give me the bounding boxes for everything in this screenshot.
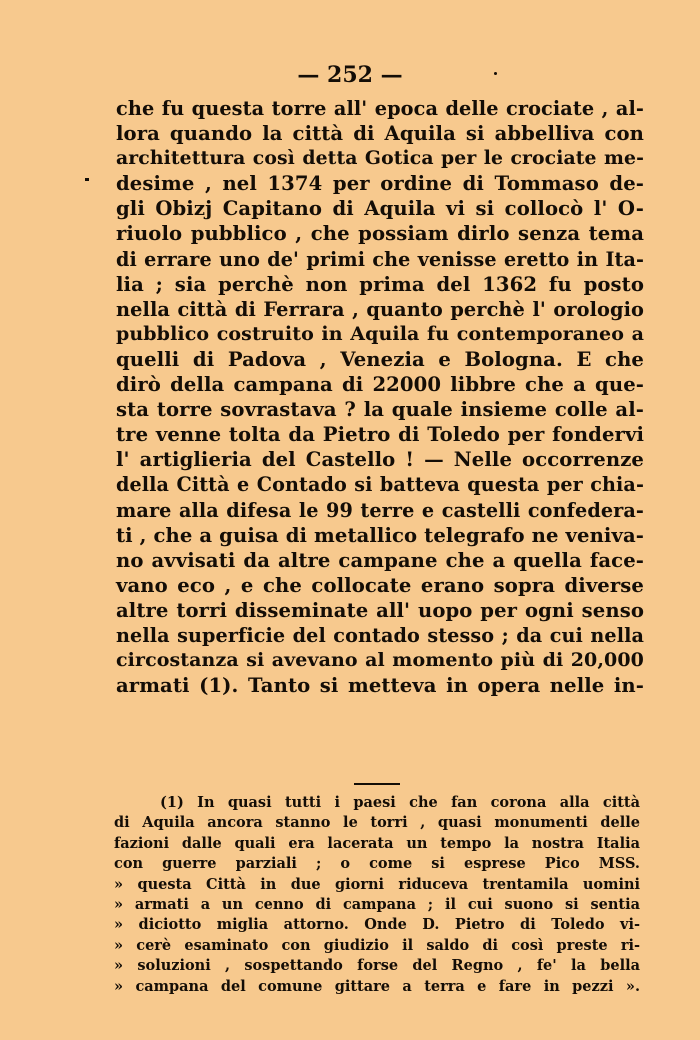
body-text <box>116 96 644 698</box>
text-line: quelli di Padova , Venezia e Bologna. E che <box>116 347 644 371</box>
footnote-line: » diciotto miglia attorno. Onde D. Pietro di Toledo vi- <box>114 916 640 934</box>
page-number: — 252 — <box>297 62 403 88</box>
text-line: lia ; sia perchè non prima del 1362 fu posto <box>116 272 644 296</box>
text-line: armati (1). Tanto si metteva in opera nelle in- <box>116 674 644 698</box>
text-line: nella superficie del contado stesso ; da cui nella <box>116 623 644 647</box>
text-line: pubblico costruito in Aquila fu contemporaneo a <box>116 322 644 345</box>
footnote-separator <box>354 783 400 785</box>
text-line: l' artiglieria del Castello ! — Nelle occorrenze <box>116 448 644 472</box>
footnote <box>114 793 640 997</box>
footnote-line: » soluzioni , sospettando forse del Regno , fe' la bella <box>114 957 640 975</box>
text-line: no avvisati da altre campane che a quella face- <box>116 548 644 572</box>
text-line: della Città e Contado si batteva questa per chia- <box>116 473 644 497</box>
footnote-line: » campana del comune gittare a terra e fare in pezzi ». <box>114 977 640 995</box>
footnote-line: » cerè esaminato con giudizio il saldo di così preste ri- <box>114 936 640 954</box>
footnote-line: (1) In quasi tutti i paesi che fan corona alla città <box>160 794 640 811</box>
text-line: desime , nel 1374 per ordine di Tommaso de- <box>116 172 644 196</box>
text-line: dirò della campana di 22000 libbre che a que- <box>116 373 644 397</box>
text-line: mare alla difesa le 99 terre e castelli confedera- <box>116 498 644 522</box>
text-line: lora quando la città di Aquila si abbelliva con <box>116 122 644 146</box>
footnote-line: di Aquila ancora stanno le torri , quasi monumenti delle <box>114 814 640 832</box>
text-line: vano eco , e che collocate erano sopra diverse <box>116 573 644 597</box>
footnote-line: con guerre parziali ; o come si esprese Pico MSS. <box>114 855 640 873</box>
text-line: architettura così detta Gotica per le crociate me- <box>116 147 644 170</box>
text-line: altre torri disseminate all' uopo per ogni senso <box>116 598 644 622</box>
text-line: che fu questa torre all' epoca delle crociate , al- <box>116 97 644 120</box>
footnote-line: fazioni dalle quali era lacerata un tempo la nostra Italia <box>114 834 640 852</box>
text-line: riuolo pubblico , che possiam dirlo senza tema <box>116 222 644 246</box>
print-speck <box>494 72 497 75</box>
text-line: nella città di Ferrara , quanto perchè l' orologio <box>116 297 644 321</box>
footnote-line: » armati a un cenno di campana ; il cui suono si sentia <box>114 895 640 913</box>
text-line: di errare uno de' primi che venisse eretto in Ita- <box>116 247 644 271</box>
text-line: sta torre sovrastava ? la quale insieme colle al- <box>116 398 644 422</box>
footnote-line: » questa Città in due giorni riduceva trentamila uomini <box>114 875 640 893</box>
print-speck <box>85 178 89 181</box>
text-line: gli Obizj Capitano di Aquila vi si collocò l' O- <box>116 197 644 221</box>
text-line: circostanza si avevano al momento più di 20,000 <box>116 649 644 672</box>
text-line: ti , che a guisa di metallico telegrafo ne veniva- <box>116 523 644 547</box>
text-line: tre venne tolta da Pietro di Toledo per fondervi <box>116 423 644 447</box>
